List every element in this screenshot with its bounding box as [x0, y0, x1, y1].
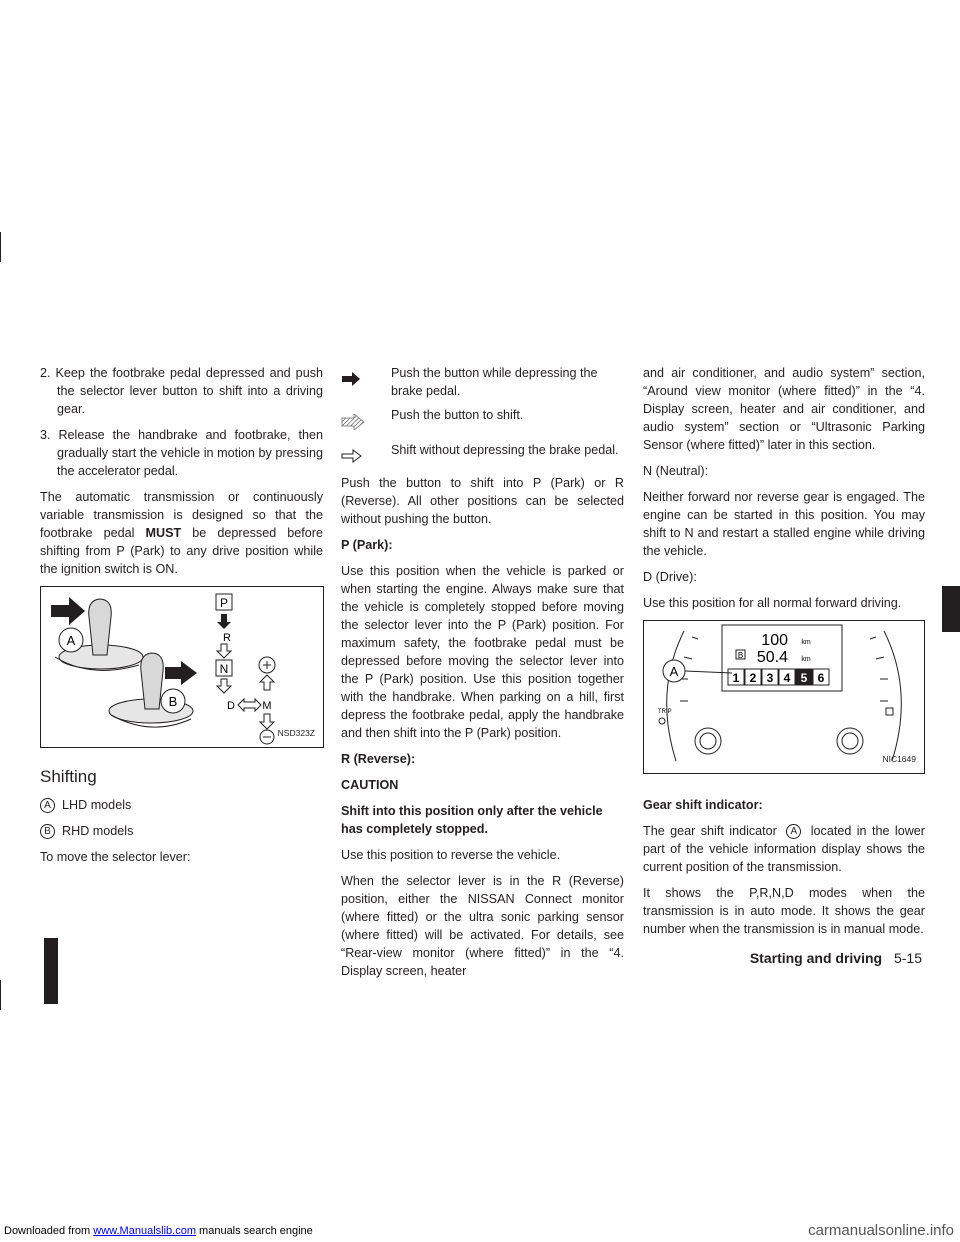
legend-a	[40, 796, 323, 814]
odometer-value: 100	[761, 632, 788, 649]
arrow-icon	[51, 597, 85, 625]
manualslib-link[interactable]: www.Manualslib.com	[93, 1225, 196, 1237]
crop-mark	[0, 232, 1, 262]
label-a: A	[66, 633, 76, 648]
section-name: Starting and driving	[749, 950, 883, 966]
label-b: B	[168, 694, 178, 709]
legend-row-3	[341, 441, 624, 468]
gear-text-post: located in the lower part of the vehicle information display shows the current position of the transmission.	[643, 824, 925, 874]
gear-boxes	[728, 669, 829, 685]
para-text: be depressed before shifting from P (Park) to any drive position while the ignition switch is ON.	[40, 526, 324, 576]
arrow-icon	[165, 661, 197, 685]
button-paragraph: Push the button to shift into P (Park) or R (Reverse). All other positions can be selected without pushing the button.	[341, 476, 624, 526]
label-p: P	[219, 596, 229, 610]
gear-6: 6	[817, 671, 825, 685]
gear-4: 4	[783, 671, 791, 685]
step-3: 3. Release the handbrake and footbrake, then gradually start the vehicle in motion by pressing the accelerator pedal.	[40, 428, 323, 478]
source-line	[4, 1225, 313, 1237]
page-number: 5-15	[893, 950, 922, 966]
trip-label: TRIP	[658, 709, 672, 715]
source-suffix: manuals search engine	[199, 1225, 313, 1237]
selector-lever-illustration	[41, 587, 323, 747]
hatched-arrow-icon	[341, 406, 391, 435]
gear-2: 2	[749, 671, 757, 685]
outline-arrow-icon	[341, 441, 391, 468]
section-heading: Shifting	[40, 767, 97, 786]
circle-a-icon: A	[40, 798, 55, 813]
step-2: 2. Keep the footbrake pedal depressed and push the selector lever button to shift into a driving gear.	[40, 366, 323, 416]
page-footer	[750, 950, 922, 966]
legend-row-1	[341, 364, 624, 400]
instruction: To move the selector lever:	[40, 850, 191, 864]
gear-indicator-text-2: It shows the P,R,N,D modes when the transmission is in auto mode. It shows the gear number when the transmission is in manual mode.	[643, 886, 925, 936]
park-text: Use this position when the vehicle is parked or when starting the engine. Always make sure that the vehicle is completely stopped before moving the selector lever into the P (Park) position. For maximum safety, the footbrake pedal must be depressed before moving the selector lever into the P (Park) position. Use this position together with the handbrake. When parking on a hill, first depress the footbrake pedal, apply the handbrake and then shift into the P (Park) position.	[341, 564, 624, 740]
b-mark: B	[737, 651, 744, 660]
column-2	[341, 364, 624, 988]
gear-indicator-heading: Gear shift indicator:	[643, 798, 763, 812]
reverse-text-2: When the selector lever is in the R (Reverse) position, either the NISSAN Connect monitor (where fitted) or the ultra sonic parking sensor (where fitted) will be activated. For details, see “Rear-view monitor (where fitted)” in the “4. Display screen, heater	[341, 874, 624, 978]
figure-code: NSD323Z	[277, 728, 315, 738]
legend-b	[40, 822, 323, 840]
drive-text: Use this position for all normal forward driving.	[643, 596, 902, 610]
solid-arrow-icon	[341, 364, 391, 391]
section-tab	[942, 586, 960, 632]
must-text: MUST	[145, 526, 182, 540]
source-prefix: Downloaded from	[4, 1225, 91, 1237]
trip-value: 50.4	[756, 649, 788, 666]
footbrake-paragraph	[40, 488, 323, 578]
legend-text-3: Shift without depressing the brake pedal.	[391, 443, 619, 457]
circle-a-icon: A	[786, 824, 801, 839]
gear-1: 1	[732, 671, 740, 685]
neutral-heading: N (Neutral):	[643, 464, 709, 478]
label-a: A	[669, 664, 679, 679]
gear-indicator-text	[643, 822, 925, 876]
drive-heading: D (Drive):	[643, 570, 697, 584]
para-text: The automatic transmission or continuously variable transmission is designed so that the footbrake pedal	[40, 490, 323, 540]
legend-text-1: Push the button while depressing the brake pedal.	[391, 366, 598, 398]
label-r: R	[223, 632, 231, 644]
gear-indicator-figure	[643, 620, 925, 774]
figure-code: NIC1649	[882, 754, 916, 764]
caution-text: Shift into this position only after the vehicle has completely stopped.	[341, 804, 603, 836]
reverse-heading: R (Reverse):	[341, 752, 416, 766]
selector-lever-figure	[40, 586, 324, 748]
watermark: carmanualsonline.info	[808, 1222, 954, 1239]
legend-row-2	[341, 406, 624, 435]
park-heading: P (Park):	[341, 538, 393, 552]
label-d: D	[227, 700, 235, 712]
thumb-bar	[44, 938, 58, 1004]
legend-a-text: LHD models	[62, 798, 132, 812]
circle-b-icon: B	[40, 824, 55, 839]
odometer-unit: km	[801, 639, 811, 646]
neutral-text: Neither forward nor reverse gear is engaged. The engine can be started in this position. You may shift to N and restart a stalled engine while driving the vehicle.	[643, 490, 925, 558]
caution-heading: CAUTION	[341, 778, 399, 792]
gear-text-pre: The gear shift indicator	[643, 824, 777, 838]
legend-b-text: RHD models	[62, 824, 134, 838]
gear-5-active: 5	[800, 671, 808, 685]
reverse-text-1: Use this position to reverse the vehicle.	[341, 848, 561, 862]
label-m: M	[262, 700, 272, 712]
continued-text: and air conditioner, and audio system” section, “Around view monitor (where fitted)” in the “4. Display screen, heater and air conditioner, and audio system” section or “Ultrasonic Parking Sensor (where fitted)” later in this section.	[643, 366, 925, 452]
trip-unit: km	[801, 656, 811, 663]
column-3	[643, 364, 925, 946]
crop-mark	[0, 980, 1, 1010]
label-n: N	[219, 662, 229, 676]
legend-text-2: Push the button to shift.	[391, 408, 524, 422]
column-1	[40, 364, 323, 874]
gear-3: 3	[766, 671, 774, 685]
